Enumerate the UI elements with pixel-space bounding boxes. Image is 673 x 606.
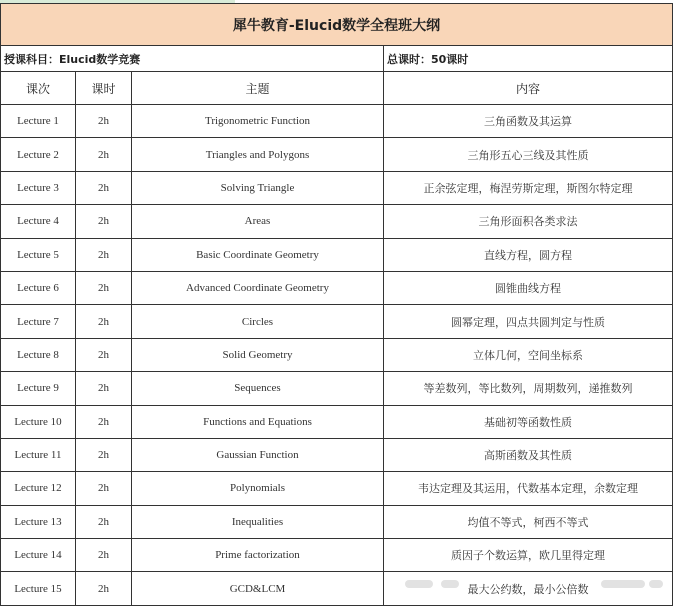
hours-cell: 2h	[76, 271, 132, 304]
lecture-cell: Lecture 3	[1, 171, 76, 204]
lecture-cell: Lecture 12	[1, 472, 76, 505]
table-row	[1, 271, 673, 304]
table-row	[1, 305, 673, 338]
lecture-cell: Lecture 9	[1, 372, 76, 405]
hours-cell: 2h	[76, 338, 132, 371]
content-cell: 圆锥曲线方程	[384, 271, 673, 304]
content-cell: 等差数列，等比数列，周期数列，递推数列	[384, 372, 673, 405]
syllabus-table	[0, 3, 673, 606]
content-cell: 均值不等式，柯西不等式	[384, 505, 673, 538]
topic-cell: Polynomials	[132, 472, 384, 505]
table-row	[1, 171, 673, 204]
header-hours: 课时	[76, 72, 132, 105]
topic-cell: Areas	[132, 205, 384, 238]
lecture-cell: Lecture 13	[1, 505, 76, 538]
table-row	[1, 138, 673, 171]
table-row	[1, 205, 673, 238]
table-row	[1, 505, 673, 538]
hours-cell: 2h	[76, 171, 132, 204]
hours-cell: 2h	[76, 305, 132, 338]
hours-cell: 2h	[76, 572, 132, 605]
hours-cell: 2h	[76, 405, 132, 438]
hours-cell: 2h	[76, 505, 132, 538]
topic-cell: Solid Geometry	[132, 338, 384, 371]
lecture-cell: Lecture 5	[1, 238, 76, 271]
hours-cell: 2h	[76, 105, 132, 138]
table-row	[1, 338, 673, 371]
content-cell: 直线方程，圆方程	[384, 238, 673, 271]
lecture-cell: Lecture 11	[1, 438, 76, 471]
syllabus-sheet	[0, 3, 672, 606]
lecture-cell: Lecture 1	[1, 105, 76, 138]
topic-cell: Prime factorization	[132, 539, 384, 572]
lecture-cell: Lecture 14	[1, 539, 76, 572]
topic-cell: Advanced Coordinate Geometry	[132, 271, 384, 304]
info-row	[1, 46, 673, 72]
lecture-cell: Lecture 10	[1, 405, 76, 438]
hours-cell: 2h	[76, 472, 132, 505]
topic-cell: Basic Coordinate Geometry	[132, 238, 384, 271]
topic-cell: Solving Triangle	[132, 171, 384, 204]
content-cell: 韦达定理及其运用，代数基本定理，余数定理	[384, 472, 673, 505]
topic-cell: GCD&LCM	[132, 572, 384, 605]
hours-cell: 2h	[76, 539, 132, 572]
topic-cell: Functions and Equations	[132, 405, 384, 438]
hours-cell: 2h	[76, 138, 132, 171]
table-row	[1, 405, 673, 438]
lecture-cell: Lecture 4	[1, 205, 76, 238]
lecture-cell: Lecture 15	[1, 572, 76, 605]
table-row	[1, 438, 673, 471]
header-topic: 主题	[132, 72, 384, 105]
topic-cell: Gaussian Function	[132, 438, 384, 471]
header-content: 内容	[384, 72, 673, 105]
content-cell: 三角形面积各类求法	[384, 205, 673, 238]
total-hours-cell: 总课时：50课时	[384, 46, 673, 72]
hours-cell: 2h	[76, 238, 132, 271]
topic-cell: Triangles and Polygons	[132, 138, 384, 171]
hours-cell: 2h	[76, 438, 132, 471]
content-cell: 质因子个数运算，欧几里得定理	[384, 539, 673, 572]
content-cell: 高斯函数及其性质	[384, 438, 673, 471]
lecture-cell: Lecture 8	[1, 338, 76, 371]
topic-cell: Sequences	[132, 372, 384, 405]
topic-cell: Inequalities	[132, 505, 384, 538]
lecture-cell: Lecture 7	[1, 305, 76, 338]
table-row	[1, 472, 673, 505]
lecture-cell: Lecture 6	[1, 271, 76, 304]
table-title: 犀牛教育-Elucid数学全程班大纲	[1, 4, 673, 46]
subject-cell: 授课科目：Elucid数学竞赛	[1, 46, 384, 72]
hours-cell: 2h	[76, 205, 132, 238]
content-cell: 正余弦定理，梅涅劳斯定理，斯图尔特定理	[384, 171, 673, 204]
content-cell: 圆幂定理，四点共圆判定与性质	[384, 305, 673, 338]
content-cell: 最大公约数，最小公倍数	[384, 572, 673, 605]
content-cell: 基础初等函数性质	[384, 405, 673, 438]
table-row	[1, 238, 673, 271]
topic-cell: Circles	[132, 305, 384, 338]
content-cell: 三角函数及其运算	[384, 105, 673, 138]
table-row	[1, 105, 673, 138]
hours-cell: 2h	[76, 372, 132, 405]
table-row	[1, 372, 673, 405]
content-cell: 三角形五心三线及其性质	[384, 138, 673, 171]
topic-cell: Trigonometric Function	[132, 105, 384, 138]
title-row	[1, 4, 673, 46]
header-row	[1, 72, 673, 105]
lecture-cell: Lecture 2	[1, 138, 76, 171]
header-lecture: 课次	[1, 72, 76, 105]
table-row	[1, 539, 673, 572]
content-cell: 立体几何，空间坐标系	[384, 338, 673, 371]
table-row	[1, 572, 673, 605]
